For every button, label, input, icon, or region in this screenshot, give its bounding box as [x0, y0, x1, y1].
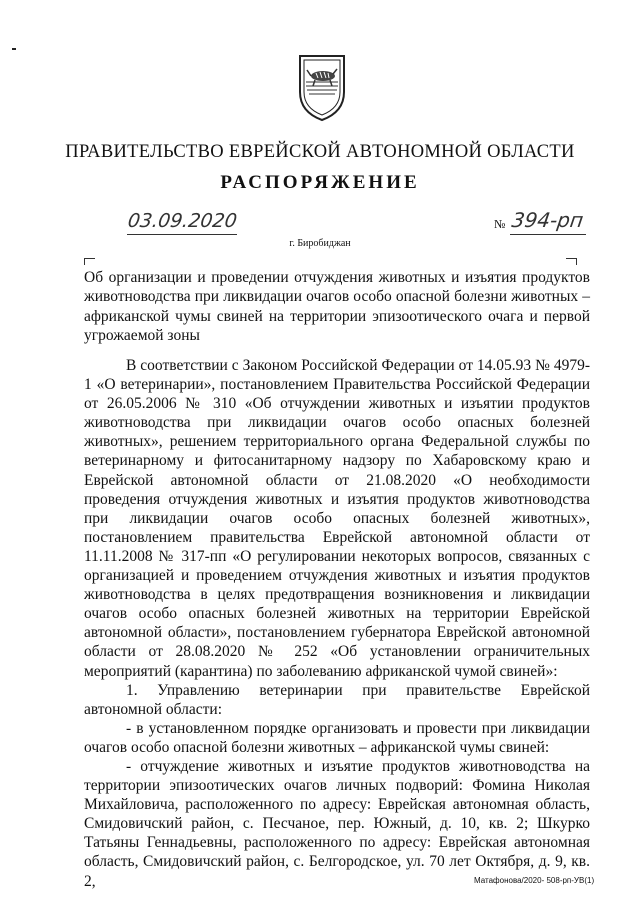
- body-paragraph: 1. Управлению ветеринарии при правительстве Еврейской автономной области:: [84, 681, 590, 718]
- footer-reference: Матафонова/2020- 508-рп-УВ(1): [474, 876, 595, 885]
- number-underline: [510, 234, 586, 235]
- number-sign: №: [494, 217, 506, 231]
- body-paragraph: В соответствии с Законом Российской Федерации от 14.05.93 № 4979-1 «О ветеринарии», постановлением Правительства Российской Федерации от 26.05.2006 № 310 «Об отчуждении животных и изъятии продуктов животноводства при ликвидации очагов особо опасных болезней животных», решением территориального органа Федеральной службы по ветеринарному и фитосанитарному надзору по Хабаровскому краю и Еврейской автономной области от 21.08.2020 «О необходимости проведения отчуждения животных и изъятия продуктов животноводства при ликвидации очагов особо опасных болезней животных», постановлением правительства Еврейской автономной области от 11.11.2008 № 317-пп «О регулировании некоторых вопросов, связанных с организацией и проведением отчуждения животных и изъятия продуктов животноводства в целях предотвращения возникновения и ликвидации очагов особо опасных болезней животных на территории Еврейской автономной области», постановлением губернатора Еврейской автономной области от 28.08.2020 № 252 «Об установлении ограничительных мероприятий (карантина) по заболеванию африканской чумой свиней»:: [84, 357, 590, 680]
- right-corner-mark: [566, 258, 577, 265]
- margin-mark: [12, 48, 16, 50]
- city-label: г. Биробиджан: [289, 238, 351, 249]
- document-number: 394-рп: [510, 208, 585, 232]
- document-subject: Об организации и проведении отчуждения животных и изъятия продуктов животноводства при ликвидации очагов особо опасной болезни животных – африканской чумы свиней на территории эпизоотического очага и первой угрожаемой зоны: [84, 269, 590, 344]
- body-paragraph: - отчуждение животных и изъятие продуктов животноводства на территории эпизоотических очагов личных подворий: Фомина Николая Михайловича, расположенного по адресу: Еврейская автономная область, Смидовичский район, с. Песчаное, пер. Южный, д. 10, кв. 2; Шкурко Татьяны Геннадьевны, расположенного по адресу: Еврейская автономная область, Смидовичский район, с. Белгородское, ул. 70 лет Октября, д. 9, кв. 2,: [84, 757, 590, 890]
- left-corner-mark: [84, 258, 95, 265]
- date-underline: [127, 234, 237, 235]
- document-type: РАСПОРЯЖЕНИЕ: [220, 172, 420, 193]
- coat-of-arms-emblem: [296, 52, 348, 122]
- document-body: [84, 356, 590, 891]
- document-date: 03.09.2020: [126, 210, 239, 232]
- body-paragraph: - в установленном порядке организовать и провести при ликвидации очагов особо опасной болезни животных – африканской чумы свиней:: [84, 719, 590, 756]
- government-title: ПРАВИТЕЛЬСТВО ЕВРЕЙСКОЙ АВТОНОМНОЙ ОБЛАСТИ: [65, 142, 575, 162]
